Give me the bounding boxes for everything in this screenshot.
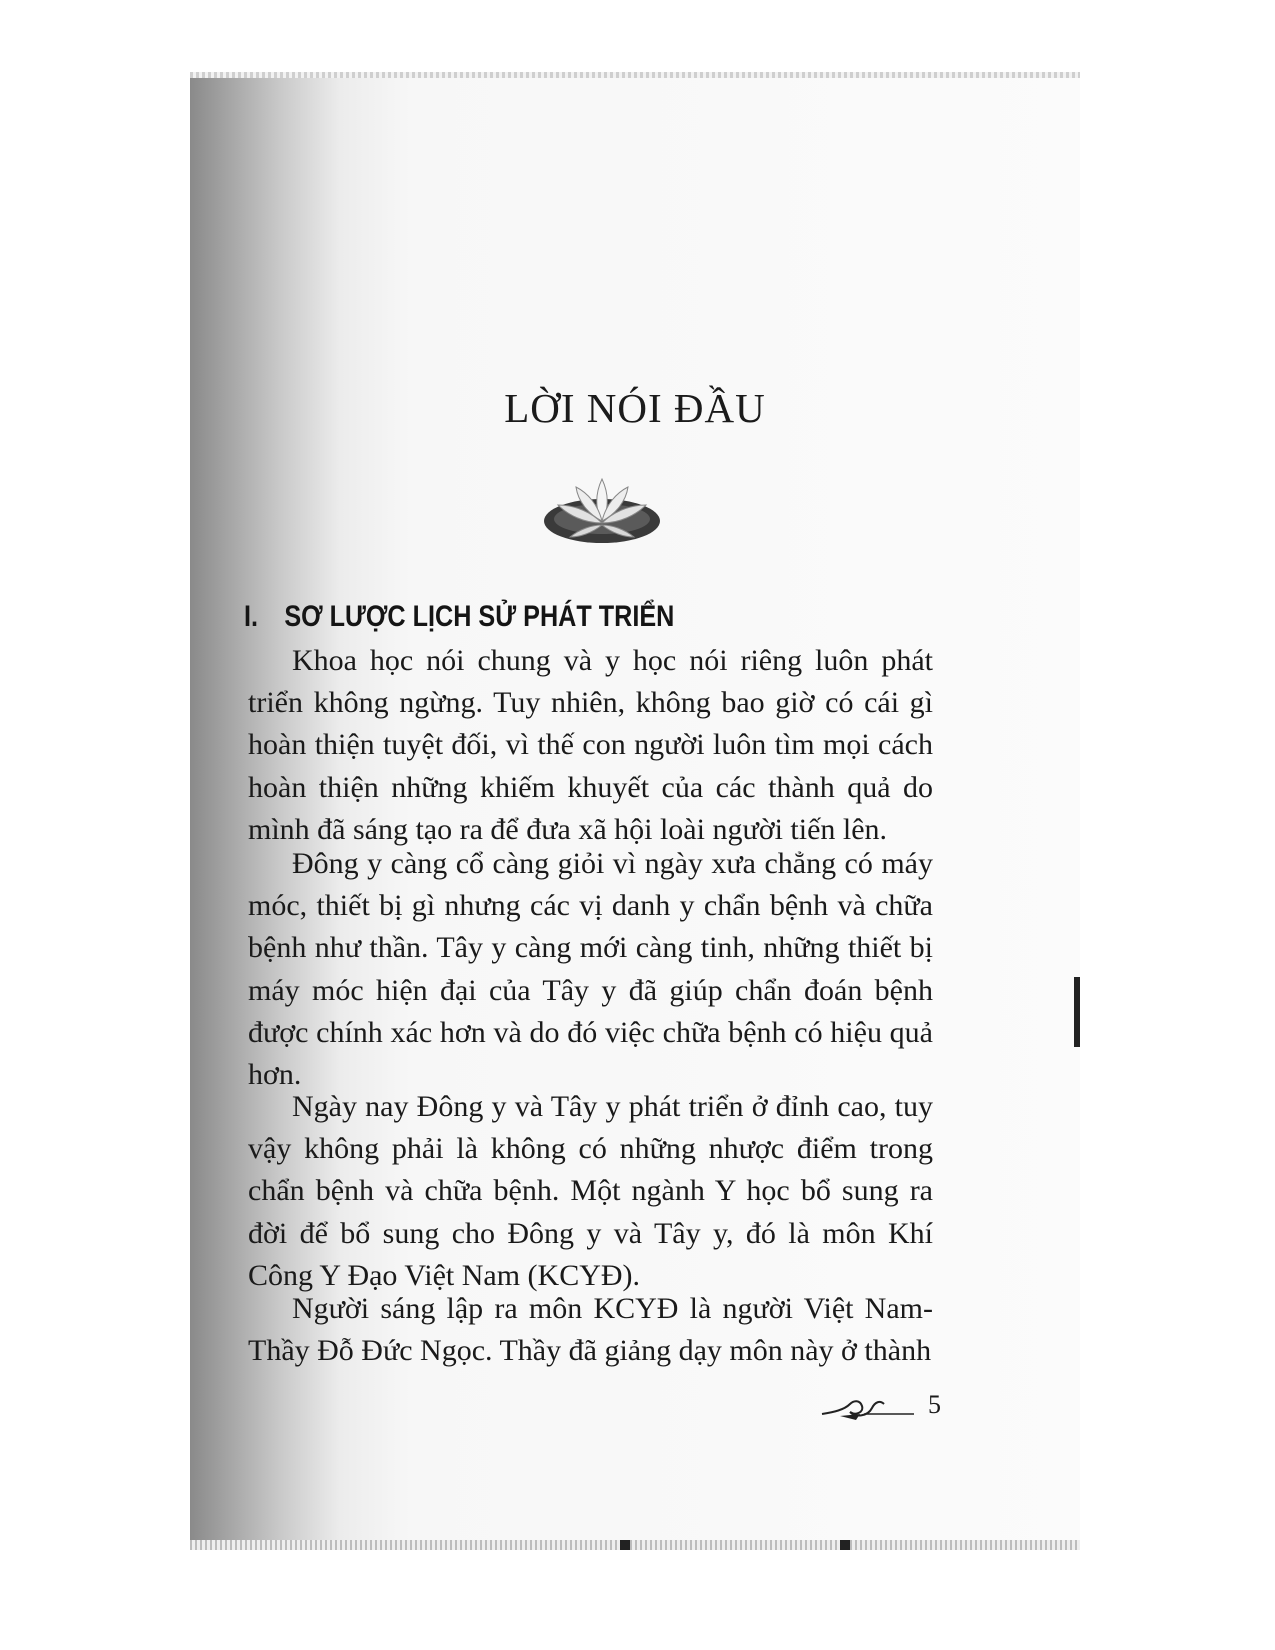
book-page <box>190 72 1080 1550</box>
section-title: SƠ LƯỢC LỊCH SỬ PHÁT TRIỂN <box>284 600 675 633</box>
edge-mark <box>620 1540 630 1550</box>
page-number: 5 <box>928 1390 941 1419</box>
flourish-icon <box>820 1390 915 1424</box>
paragraph-3: Ngày nay Đông y và Tây y phát triển ở đỉnh cao, tuy vậy không phải là không có những nhược điểm trong chẩn bệnh và chữa bệnh. Một ngành Y học bổ sung ra đời để bổ sung cho Đông y và Tây y, đó là môn Khí Công Y Đạo Việt Nam (KCYĐ). <box>248 1090 933 1292</box>
paragraph-1: Khoa học nói chung và y học nói riêng luôn phát triển không ngừng. Tuy nhiên, không bao giờ có cái gì hoàn thiện tuyệt đối, vì thế con người luôn tìm mọi cách hoàn thiện những khiếm khuyết của các thành quả do mình đã sáng tạo ra để đưa xã hội loài người tiến lên. <box>248 644 933 846</box>
page-edge-bottom <box>190 1540 1080 1550</box>
paragraph-2: Đông y càng cổ càng giỏi vì ngày xưa chẳng có máy móc, thiết bị gì nhưng các vị danh y chẩn bệnh và chữa bệnh như thần. Tây y càng mới càng tinh, những thiết bị máy móc hiện đại của Tây y đã giúp chẩn đoán bệnh được chính xác hơn và do đó việc chữa bệnh có hiệu quả hơn. <box>248 847 933 1092</box>
page-edge-top <box>190 72 1080 78</box>
chapter-title: LỜI NÓI ĐẦU <box>504 385 766 431</box>
paragraph-4: Người sáng lập ra môn KCYĐ là người Việt Nam- Thầy Đỗ Đức Ngọc. Thầy đã giảng dạy môn này ở thành <box>248 1292 933 1368</box>
lotus-icon <box>540 469 665 547</box>
edge-mark <box>840 1540 850 1550</box>
section-number: I. <box>244 600 259 633</box>
section-heading <box>244 600 674 634</box>
edge-mark <box>1074 977 1080 1047</box>
